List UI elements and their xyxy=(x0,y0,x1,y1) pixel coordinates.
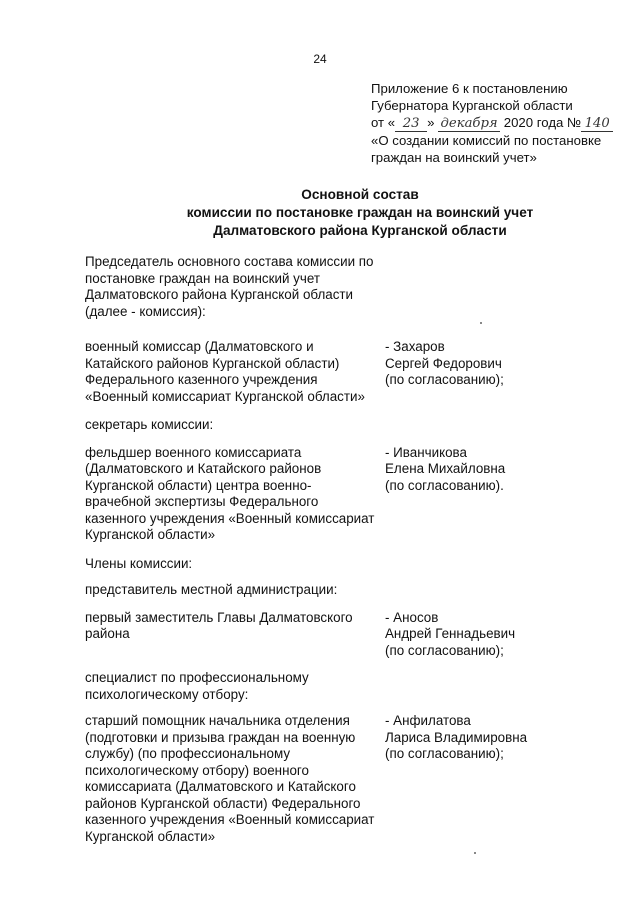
date-mid: » xyxy=(427,115,439,130)
document-title xyxy=(0,186,640,240)
date-year: 2020 года № xyxy=(500,115,582,130)
admin-entry xyxy=(85,610,555,660)
psych-person: - Анфилатова Лариса Владимировна (по согласованию); xyxy=(385,713,528,761)
secretary-label: секретарь комиссии: xyxy=(85,417,214,432)
secretary-position: фельдшер военного комиссариата (Далматовского и Катайского районов Курганской области) центра военно-врачебной экспертизы Федерального казенного учреждения «Военный комиссариат Курганской области» xyxy=(85,444,375,542)
psych-label: специалист по профессиональному психологическому отбору: xyxy=(85,670,309,702)
members-label: Члены комиссии: xyxy=(85,555,193,571)
chairman-role: Председатель основного состава комиссии по постановке граждан на воинский учет Далматовского района Курганской области (далее - комиссия): xyxy=(85,254,374,319)
admin-person: - Аносов Андрей Геннадьевич (по согласованию); xyxy=(385,609,516,658)
title-line-2: комиссии по постановке граждан на воинский учет xyxy=(186,205,534,220)
title-line-3: Далматовского района Курганской области xyxy=(213,223,507,238)
scan-speck xyxy=(474,852,476,854)
psych-position: старший помощник начальника отделения (подготовки и призыва граждан на военную службу) (по профессиональному психологическому отбору) военного комиссариата (Далматовского и Катайского районов Курганской области) Федерального казенного учреждения «Военный комиссариат Курганской области» xyxy=(85,713,375,844)
handwritten-number: 140 xyxy=(581,117,613,132)
chairman-entry xyxy=(85,339,555,405)
appendix-line-1: Приложение 6 к постановлению xyxy=(371,81,568,96)
handwritten-day: 23 xyxy=(395,117,427,132)
commission-list xyxy=(85,254,555,845)
secretary-person: - Иванчикова Елена Михайловна (по согласованию). xyxy=(385,444,506,493)
handwritten-month: декабря xyxy=(438,117,500,132)
date-prefix: от « xyxy=(371,115,396,130)
secretary-entry xyxy=(85,445,555,544)
admin-position: первый заместитель Главы Далматовского района xyxy=(85,609,353,641)
chairman-person: - Захаров Сергей Федорович (по согласованию); xyxy=(385,339,504,387)
title-line-1: Основной состав xyxy=(301,187,419,202)
admin-label: представитель местной администрации: xyxy=(85,582,338,597)
appendix-line-5: граждан на воинский учет» xyxy=(371,150,537,165)
psych-entry xyxy=(85,713,555,845)
appendix-line-4: «О создании комиссий по постановке xyxy=(371,133,602,148)
scan-speck xyxy=(480,322,482,324)
appendix-line-2: Губернатора Курганской области xyxy=(371,98,573,113)
page-number: 24 xyxy=(313,52,327,66)
chairman-position: военный комиссар (Далматовского и Катайского районов Курганской области) Федерального казенного учреждения «Военный комиссариат Курганской области» xyxy=(85,339,365,404)
appendix-line-3 xyxy=(371,114,631,132)
appendix-header xyxy=(371,80,631,166)
